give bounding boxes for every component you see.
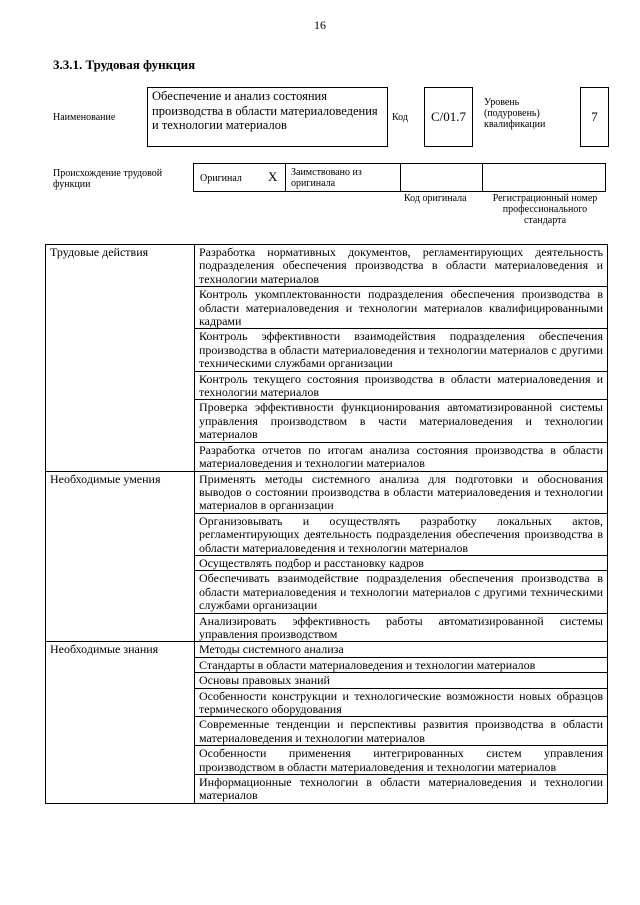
original-label: Оригинал	[200, 173, 242, 184]
origin-original-cell	[194, 164, 286, 191]
reg-number-label: Регистрационный номер профессионального стандарта	[492, 193, 598, 226]
table-row	[46, 245, 608, 287]
actions-item: Контроль укомплектованности подразделения обеспечения производства в области материаловедения и технологии материалов квалифицированными кадрами	[195, 287, 608, 329]
knowledge-item: Методы системного анализа	[195, 642, 608, 657]
table-row	[46, 471, 608, 513]
origin-code-cell	[401, 164, 483, 191]
actions-item: Контроль текущего состояния производства в области материаловедения и технологии материалов	[195, 371, 608, 400]
actions-item: Контроль эффективности взаимодействия подразделения обеспечения производства в области материаловедения и технологии материалов с другими техническими службами организации	[195, 329, 608, 371]
skills-item: Организовывать и осуществлять разработку локальных актов, регламентирующих деятельность подразделения обеспечения производства в области материаловедения и технологии материалов	[195, 513, 608, 555]
table-row	[46, 642, 608, 657]
knowledge-item: Стандарты в области материаловедения и технологии материалов	[195, 657, 608, 672]
knowledge-item: Современные тенденции и перспективы развития производства в области материаловедения и технологии материалов	[195, 717, 608, 746]
borrowed-label: Заимствовано из оригинала	[291, 167, 362, 189]
skills-item: Анализировать эффективность работы автоматизированной системы управления производством	[195, 613, 608, 642]
name-label: Наименование	[53, 112, 116, 123]
knowledge-item: Информационные технологии в области материаловедения и технологии материалов	[195, 775, 608, 804]
skills-item: Осуществлять подбор и расстановку кадров	[195, 555, 608, 570]
knowledge-item: Основы правовых знаний	[195, 673, 608, 688]
origin-row	[193, 163, 606, 192]
origin-borrowed-cell	[286, 164, 401, 191]
level-label: Уровень (подуровень) квалификации	[484, 97, 546, 130]
code-label: Код	[392, 112, 408, 123]
knowledge-item: Особенности конструкции и технологические возможности новых образцов термического оборудования	[195, 688, 608, 717]
original-mark: X	[268, 169, 278, 184]
code-field: С/01.7	[424, 87, 473, 147]
code-original-label: Код оригинала	[404, 193, 467, 204]
category-actions: Трудовые действия	[46, 245, 195, 472]
actions-item: Проверка эффективности функционирования автоматизированной системы управления производством в части материаловедения и технологии материалов	[195, 400, 608, 442]
category-knowledge: Необходимые знания	[46, 642, 195, 803]
level-field: 7	[580, 87, 609, 147]
function-table	[45, 244, 608, 804]
skills-item: Применять методы системного анализа для подготовки и обоснования выводов о состоянии производства в области материаловедения и технологии материалов в организации	[195, 471, 608, 513]
origin-label: Происхождение трудовой функции	[53, 168, 163, 190]
category-skills: Необходимые умения	[46, 471, 195, 642]
function-name-field: Обеспечение и анализ состояния производства в области материаловедения и технологии материалов	[147, 87, 388, 147]
section-title: 3.3.1. Трудовая функция	[53, 57, 196, 72]
actions-item: Разработка отчетов по итогам анализа состояния производства в области материаловедения и технологии материалов	[195, 442, 608, 471]
skills-item: Обеспечивать взаимодействие подразделения обеспечения производства в области материаловедения и технологии материалов с другими техническими службами организации	[195, 571, 608, 613]
actions-item: Разработка нормативных документов, регламентирующих деятельность подразделения обеспечения производства в области материаловедения и технологии материалов	[195, 245, 608, 287]
knowledge-item: Особенности применения интегрированных систем управления производством в области материаловедения и технологии материалов	[195, 746, 608, 775]
page-number: 16	[314, 18, 326, 32]
